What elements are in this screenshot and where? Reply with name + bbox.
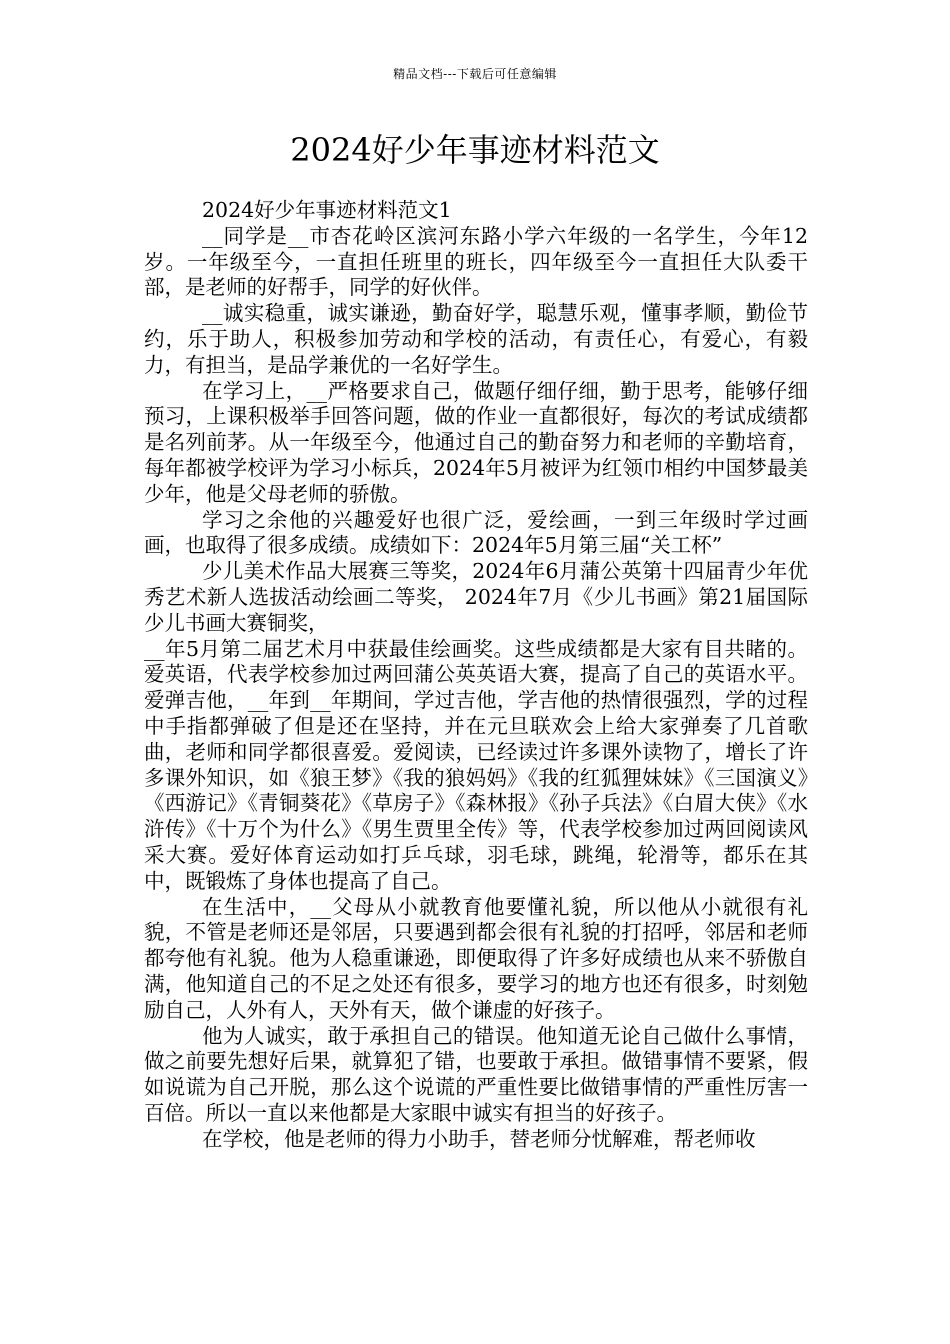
paragraph-intro: __同学是__市杏花岭区滨河东路小学六年级的一名学生，今年12岁。一年级至今，一直担任班里的班长，四年级至今一直担任大队委干部，是老师的好帮手，同学的好伙伴。 bbox=[144, 223, 808, 300]
paragraph-honesty: 他为人诚实，敢于承担自己的错误。他知道无论自己做什么事情，做之前要先想好后果，就算犯了错，也要敢于承担。做错事情不要紧，假如说谎为自己开脱，那么这个说谎的严重性要比做错事情的严重性厉害一百倍。所以一直以来他都是大家眼中诚实有担当的好孩子。 bbox=[144, 1023, 808, 1125]
paragraph-life: 在生活中，__父母从小就教育他要懂礼貌，所以他从小就很有礼貌，不管是老师还是邻居，只要遇到都会很有礼貌的打招呼，邻居和老师都夸他有礼貌。他为人稳重谦逊，即便取得了许多好成绩也从来不骄傲自满，他知道自己的不足之处还有很多，要学习的地方也还有很多，时刻勉励自己，人外有人，天外有天，做个谦虚的好孩子。 bbox=[144, 894, 808, 1022]
document-subtitle: 2024好少年事迹材料范文1 bbox=[202, 198, 452, 222]
paragraph-awards: 少儿美术作品大展赛三等奖，2024年6月蒲公英第十四届青少年优秀艺术新人选拔活动绘画二等奖， 2024年7月《少儿书画》第21届国际少儿书画大赛铜奖， bbox=[144, 559, 808, 635]
paragraph-school: 在学校，他是老师的得力小助手，替老师分忧解难，帮老师收 bbox=[202, 1126, 756, 1151]
paragraph-study: 在学习上，__严格要求自己，做题仔细仔细，勤于思考，能够仔细预习，上课积极举手回答问题，做的作业一直都很好，每次的考试成绩都是名列前茅。从一年级至今，他通过自己的勤奋努力和老师的辛勤培育，每年都被学校评为学习小标兵，2024年5月被评为红领巾相约中国梦最美少年，他是父母老师的骄傲。 bbox=[144, 378, 808, 506]
header-note: 精品文档---下载后可任意编辑 bbox=[393, 67, 557, 81]
paragraph-character: __诚实稳重，诚实谦逊，勤奋好学，聪慧乐观，懂事孝顺，勤俭节约，乐于助人，积极参加劳动和学校的活动，有责任心，有爱心，有毅力，有担当，是品学兼优的一名好学生。 bbox=[144, 301, 808, 377]
document-title: 2024好少年事迹材料范文 bbox=[290, 131, 660, 169]
document-body bbox=[144, 198, 808, 1152]
paragraph-hobbies: 学习之余他的兴趣爱好也很广泛，爱绘画，一到三年级时学过画画，也取得了很多成绩。成绩如下：2024年5月第三届“关工杯” bbox=[144, 507, 808, 558]
paragraph-achievements: __年5月第二届艺术月中获最佳绘画奖。这些成绩都是大家有目共睹的。爱英语，代表学校参加过两回蒲公英英语大赛，提高了自己的英语水平。爱弹吉他，__年到__年期间，学过吉他，学吉他的热情很强烈，学的过程中手指都弹破了但是还在坚持，并在元旦联欢会上给大家弹奏了几首歌曲，老师和同学都很喜爱。爱阅读，已经读过许多课外读物了，增长了许多课外知识，如《狼王梦》《我的狼妈妈》《我的红狐狸妹妹》《三国演义》《西游记》《青铜葵花》《草房子》《森林报》《孙子兵法》《白眉大侠》《水浒传》《十万个为什么》《男生贾里全传》等，代表学校参加过两回阅读风采大赛。爱好体育运动如打乒乓球，羽毛球，跳绳，轮滑等，都乐在其中，既锻炼了身体也提高了自己。 bbox=[144, 636, 808, 893]
